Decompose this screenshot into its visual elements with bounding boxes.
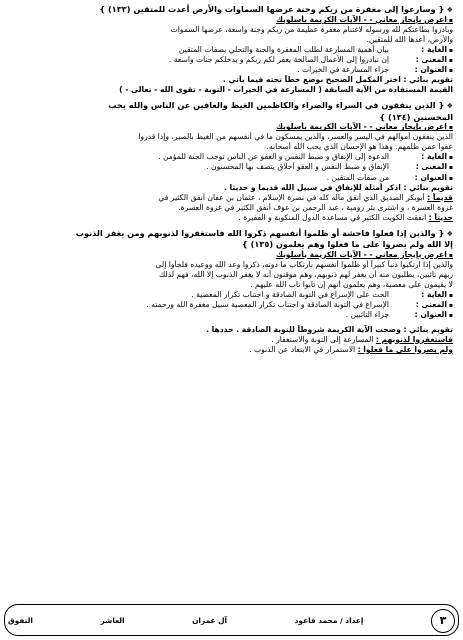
page-footer	[8, 612, 455, 630]
title-label: العنوان :	[414, 309, 448, 319]
condition-label: فاستغفروا لذنوبهم :	[375, 334, 453, 344]
verse-133: ❖ { وسارعوا إلى مغفرة من ربكم وجنة عرضها السماوات والأرض أعدت للمتقين (١٣٣) }	[10, 4, 453, 15]
goal-label: الغاية :	[421, 45, 448, 55]
new-text: انفقت الكويت الكثير في مساعدة الدول المنكوبة و الفقيرة .	[238, 212, 427, 222]
meaning-row	[10, 162, 453, 172]
title-row	[10, 65, 453, 75]
goal-text: الدعوة إلى الإنفاق و ضبط النفس و العفو عن الناس توجب الجنة للمؤمن .	[158, 152, 390, 162]
meaning-row	[10, 55, 453, 65]
footer-school: آل عمران	[192, 616, 228, 626]
condition-row	[10, 345, 453, 355]
section-heading: ▪ اعرض بإيجاز معاني - - الآيات الكريمة بأسلوبك	[10, 122, 453, 132]
footer-grade: العاشر	[100, 616, 125, 626]
goal-row	[10, 45, 453, 55]
verse-134-end: المحسنين (١٣٤) }	[379, 111, 453, 122]
title-row	[10, 173, 453, 183]
explanation-line: لا يقيمون على معصية، وهم يعلمون أنهم إن تابوا تاب الله عليهم .	[250, 279, 453, 289]
meaning-text: الإنفاق و ضبط النفس و العفو أخلاق يتصف بها المحسنون .	[206, 162, 390, 172]
title-row	[10, 310, 453, 320]
condition-text: الاستمرار في الابتعاد عن الذنوب .	[249, 344, 356, 354]
verse-135: ❖ { والذين إذا فعلوا فاحشة أو ظلموا أنفسهم ذكروا الله فاستغفروا لذنوبهم ومن يغفر الذنوب	[10, 228, 453, 239]
goal-text: الحث على الإسراع في التوبة الصادقة و اجتناب تكرار المعصية .	[191, 289, 390, 299]
explanation-line: والأرض، أعدها الله للمتقين.	[366, 35, 453, 45]
section-heading: ▪ اعرض بإيجاز معاني - - الآيات الكريمة بأسلوبك	[10, 250, 453, 260]
condition-label: ولم يصروا على ما فعلوا :	[357, 344, 453, 354]
footer-author: إعداد / محمد قاعود	[294, 616, 364, 626]
old-examples-row	[10, 193, 453, 203]
explanation-line: وبادروا بطاعتكم لله ورسوله لاغتنام مغفرة عظيمة من ربكم وجنة واسعة، عرضها السموات	[170, 25, 453, 35]
evaluation-choices: القيمة المستفادة من الآية السابقة ( المسارعة في الخيرات - التوبة - تقوى الله - تعالى - )	[119, 85, 453, 95]
title-text: جزاء التائبين .	[345, 309, 390, 319]
title-label: العنوان :	[414, 65, 448, 75]
old-text: أبوبكر الصديق الذي أنفق ماله كله في نصرة الإسلام ، عثمان بن عفان أنفق الكثير في	[158, 192, 425, 202]
explanation-line: والذين إذا ارتكبوا ذنباً كبيراً أو ظلموا أنفسهم بارتكاب ما دونه، ذكروا وعد الله ووعيده فلجأوا إلى	[155, 259, 453, 269]
explanation-line: عفوا عمن ظلمهم. وهذا هو الإحسان الذي يحب الله أصحابه.	[266, 142, 453, 152]
page-number: ٣	[431, 609, 455, 633]
meaning-text: إن تبادروا إلى الأعمال الصالحة يغفر لكم ربكم و يدخلكم جنات واسعة .	[168, 55, 390, 65]
old-label: قديماً :	[427, 192, 453, 202]
footer-subject: التفوق	[8, 616, 33, 626]
verse-134: ❖ { الذين ينفقون في السراء والضراء والكاظمين الغيظ والعافين عن الناس والله يحب	[10, 100, 453, 111]
title-text: من صفات المتقين .	[326, 172, 390, 182]
new-label: حديثاً :	[428, 212, 453, 222]
title-label: العنوان :	[414, 172, 448, 182]
evaluation-question: تقويم بنائي : وضحت الآية الكريمة شروطاً للتوبة الصادقة . حددها .	[206, 324, 453, 334]
goal-text: بيان أهمية المسارعة لطلب المغفرة والجنة والتحلي بصفات المتقين	[178, 45, 390, 55]
goal-label: الغاية :	[421, 152, 448, 162]
meaning-label: المعنى :	[415, 299, 448, 309]
meaning-label: المعنى :	[415, 55, 448, 65]
evaluation-question: تقويم بنائي : اذكر أمثلة للإنفاق في سبيل الله قديما و حديثا .	[224, 182, 453, 192]
meaning-text: الإسراع في التوبة الصادقة و اجتناب تكرار المعصية سبيل مغفرة الله ورحمته .	[146, 299, 390, 309]
verse-135-end: إلا الله ولم يصروا على ما فعلوا وهم يعلمون (١٣٥) }	[241, 238, 453, 249]
condition-text: المسارعة إلى التوبة والاستغفار .	[271, 334, 374, 344]
condition-row	[10, 335, 453, 345]
meaning-row	[10, 300, 453, 310]
section-heading: ▪ اعرض بإيجاز معاني - - الآيات الكريمة بأسلوبك	[10, 15, 453, 25]
old-examples-continued: غزوة العسرة ، و اشترى بئر رومية ، عبد الرحمن بن عوف أنفق الكثير في غزوة العسرة.	[178, 202, 453, 212]
meaning-label: المعنى :	[415, 162, 448, 172]
goal-label: الغاية :	[421, 289, 448, 299]
goal-row	[10, 290, 453, 300]
title-text: جزاء المسارعة في الخيرات .	[297, 65, 390, 75]
explanation-line: ربهم تائبين، يطلبون منه أن يغفر لهم ذنوبهم، وهم موقنون أنه لا يغفر الذنوب إلا الله، فهم لذلك	[159, 269, 453, 279]
evaluation-question: تقويم بنائي : اختر المكمل الصحيح بوضع خطاً تحته فيما يأتي .	[222, 75, 453, 85]
goal-row	[10, 152, 453, 162]
new-examples-row	[10, 213, 453, 223]
explanation-line: الذين ينفقون أموالهم في اليسر والعسر، والذين يمسكون ما في أنفسهم من الغيظ بالصبر، وإذا قدروا	[138, 132, 453, 142]
